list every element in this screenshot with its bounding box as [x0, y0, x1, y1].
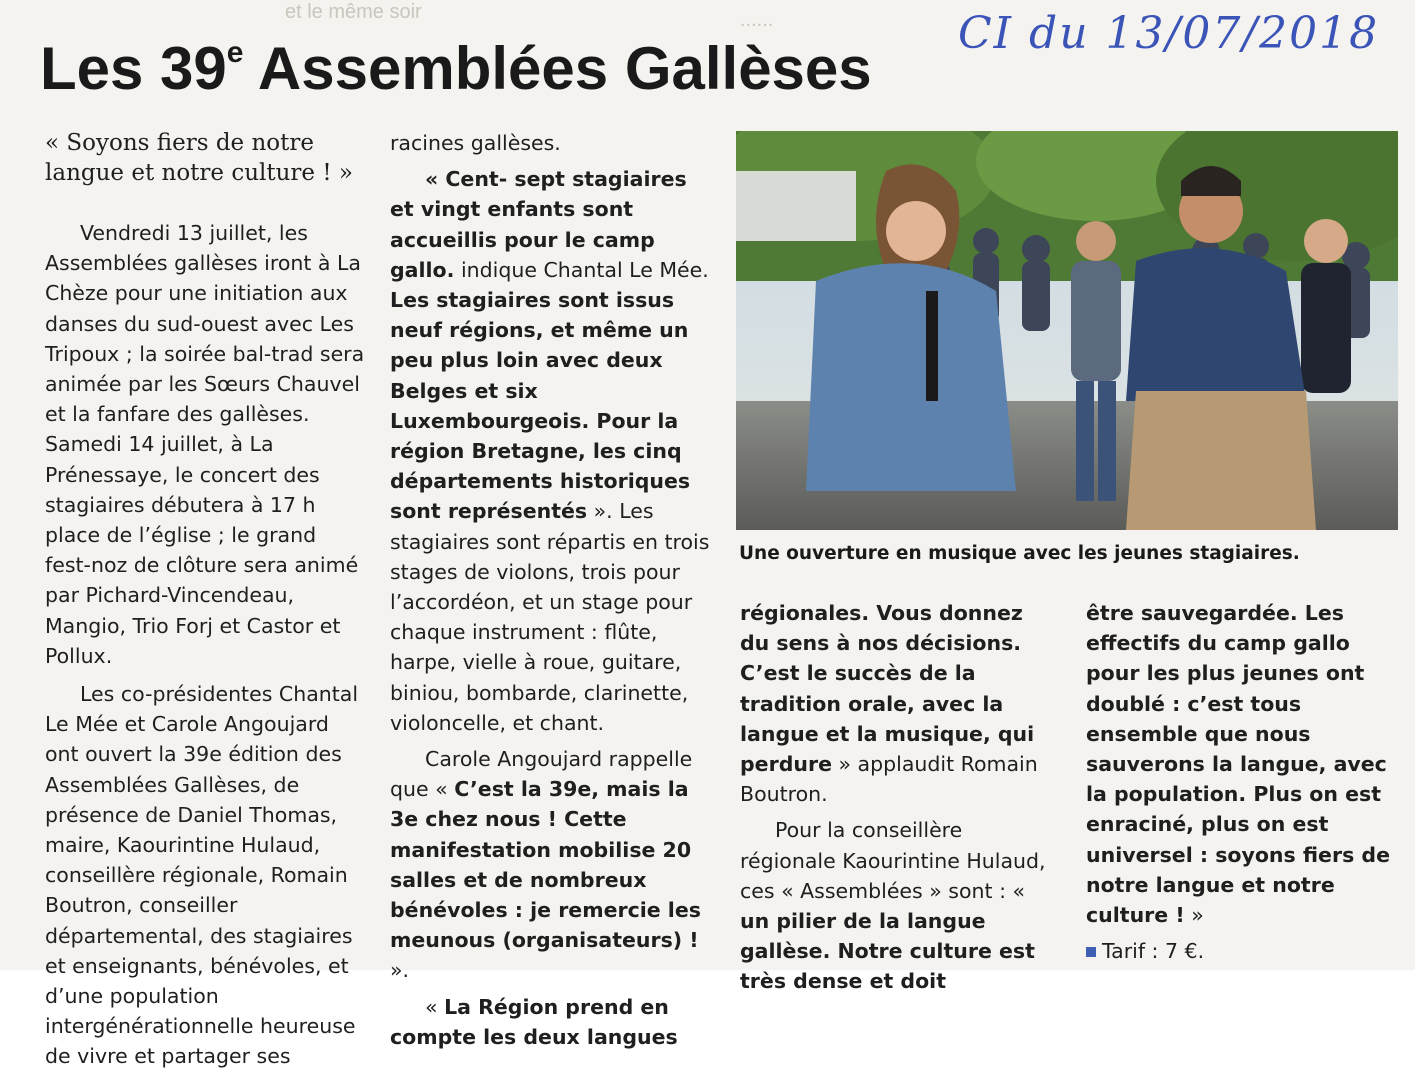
lead-quote: « Soyons fiers de notre langue et notre culture ! » [45, 130, 353, 186]
body-text: Carole Angoujard rappelle que « [390, 747, 693, 802]
body-text: Pour la conseillère régionale Kaourintine Hulaud, ces « Assemblées » sont : « [740, 818, 1046, 903]
body-text: ». Les stagiaires sont répartis en trois stages de violons, trois pour l’accordéon, et un stage pour chaque instrument : flûte, harpe, vielle à roue, guitare, biniou, bombarde, clarinette, violoncelle, et chant. [390, 499, 710, 735]
body-text: » [1184, 903, 1204, 928]
paragraph [390, 992, 710, 1052]
photo-musicians [736, 131, 1398, 530]
article-column-4 [1086, 598, 1402, 966]
square-bullet-icon [1086, 947, 1096, 957]
body-text: » applaudit Romain Boutron. [740, 752, 1038, 807]
quoted-text: « Cent- sept stagiaires et vingt enfants sont accueillis pour le camp gallo. [390, 167, 687, 282]
body-text: racines gallèses. [390, 131, 561, 155]
paragraph [390, 744, 710, 986]
article-headline: Les 39e Assemblées Gallèses [40, 35, 872, 102]
price-line [1086, 936, 1402, 966]
handwritten-date-note: CI du 13/07/2018 [958, 8, 1380, 59]
paragraph [390, 128, 710, 158]
article-column-2 [390, 128, 710, 1052]
article-column-3 [740, 598, 1055, 997]
quoted-text: C’est la 39e, mais la 3e chez nous ! Cette manifestation mobilise 20 salles et de nombreux bénévoles : je remercie les meunous (organisateurs) ! [390, 777, 701, 953]
paragraph [390, 164, 710, 738]
bleed-through-text: et le même soir [285, 1, 422, 23]
body-text: « [425, 994, 445, 1019]
bleed-through-text: ...... [740, 9, 774, 31]
quoted-text: régionales. Vous donnez du sens à nos décisions. C’est le succès de la tradition orale, avec la langue et la musique, qui perdure [740, 601, 1035, 777]
photo-caption: Une ouverture en musique avec les jeunes stagiaires. [739, 543, 1300, 564]
quoted-text: être sauvegardée. Les effectifs du camp gallo pour les plus jeunes ont doublé : c’est tous ensemble que nous sauverons la langue, avec la population. Plus on est enraciné, plus on est universel : soyons fiers de notre langue et notre culture ! [1086, 601, 1390, 928]
paragraph [740, 598, 1055, 809]
quoted-text: un pilier de la langue gallèse. Notre culture est très dense et doit [740, 909, 1035, 994]
body-text: ». [390, 958, 410, 983]
article-photo [736, 131, 1398, 530]
quoted-text: La Région prend en compte les deux langues [390, 994, 678, 1049]
body-text: indique Chantal Le Mée. [454, 257, 709, 282]
paragraph [740, 815, 1055, 996]
paragraph: Les co-présidentes Chantal Le Mée et Carole Angoujard ont ouvert la 39e édition des Assemblées Gallèses, de présence de Daniel Thomas, maire, Kaourintine Hulaud, conseillère régionale, Romain Boutron, conseiller départemental, des stagiaires et enseignants, bénévoles, et d’une population intergénérationnelle heureuse de vivre et partager ses [45, 682, 359, 1069]
body-text: Tarif : 7 €. [1102, 939, 1205, 964]
paragraph: Vendredi 13 juillet, les Assemblées gallèses iront à La Chèze pour une initiation aux danses du sud-ouest avec Les Tripoux ; la soirée bal-trad sera animée par les Sœurs Chauvel et la fanfare des gallèses. Samedi 14 juillet, à La Prénessaye, le concert des stagiaires débutera à 17 h place de l’église ; le grand fest-noz de clôture sera animé par Pichard-Vincendeau, Mangio, Trio Forj et Castor et Pollux. [45, 221, 365, 668]
paragraph [1086, 598, 1402, 930]
article-column-1 [45, 128, 365, 1072]
quoted-text: Les stagiaires sont issus neuf régions, et même un peu plus loin avec deux Belges et six Luxembourgeois. Pour la région Bretagne, les cinq départements historiques sont représentés [390, 288, 691, 524]
